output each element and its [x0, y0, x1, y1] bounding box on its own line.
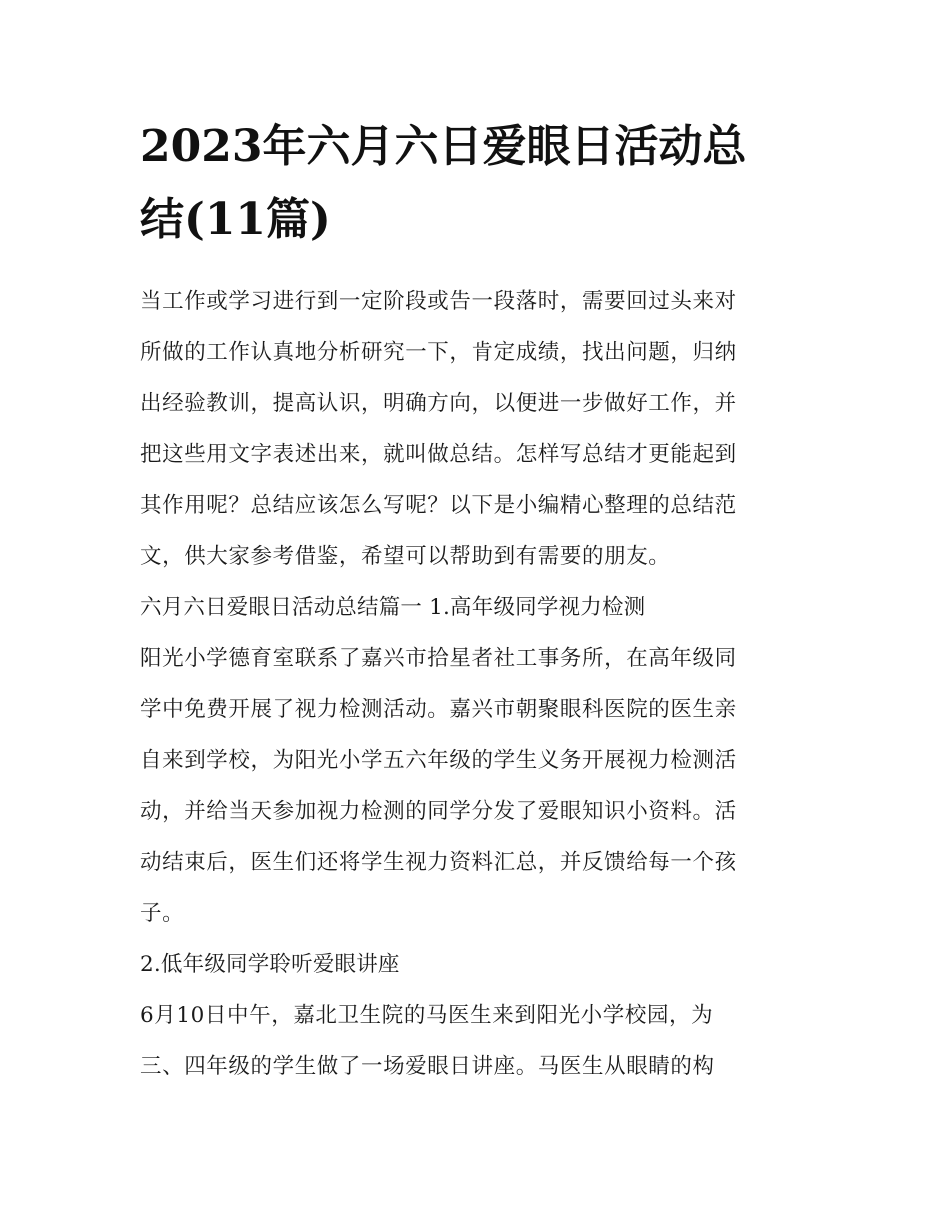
- title-line-1: 2023年六月六日爱眼日活动总: [140, 121, 747, 172]
- document-title: [140, 110, 820, 256]
- section1-line-3: 自来到学校，为阳光小学五六年级的学生义务开展视力检测活: [140, 748, 737, 773]
- section1-line-2: 学中免费开展了视力检测活动。嘉兴市朝聚眼科医院的医生亲: [140, 697, 737, 722]
- intro-line-2: 所做的工作认真地分析研究一下，肯定成绩，找出问题，归纳: [140, 340, 737, 365]
- intro-line-1: 当工作或学习进行到一定阶段或告一段落时，需要回过头来对: [140, 289, 737, 314]
- section1-heading: 六月六日爱眼日活动总结篇一 1.高年级同学视力检测: [140, 595, 646, 620]
- section1-line-6: 子。: [140, 901, 185, 926]
- intro-line-5: 其作用呢？总结应该怎么写呢？以下是小编精心整理的总结范: [140, 493, 737, 518]
- section1-paragraph: [140, 633, 820, 939]
- section1-line-4: 动，并给当天参加视力检测的同学分发了爱眼知识小资料。活: [140, 799, 737, 824]
- section1-line-5: 动结束后，医生们还将学生视力资料汇总，并反馈给每一个孩: [140, 850, 737, 875]
- document-body: [140, 276, 820, 1092]
- intro-line-6: 文，供大家参考借鉴，希望可以帮助到有需要的朋友。: [140, 544, 671, 569]
- intro-line-4: 把这些用文字表述出来，就叫做总结。怎样写总结才更能起到: [140, 442, 737, 467]
- intro-paragraph: [140, 276, 820, 582]
- intro-line-3: 出经验教训，提高认识，明确方向，以便进一步做好工作，并: [140, 391, 737, 416]
- section2-line-2: 三、四年级的学生做了一场爱眼日讲座。马医生从眼睛的构: [140, 1054, 715, 1079]
- section2-line-1: 6月10日中午，嘉北卫生院的马医生来到阳光小学校园，为: [140, 1003, 714, 1028]
- section2-paragraph: [140, 990, 820, 1092]
- section2-heading: 2.低年级同学聆听爱眼讲座: [140, 952, 400, 977]
- title-line-2: 结(11篇): [140, 194, 331, 245]
- section1-line-1: 阳光小学德育室联系了嘉兴市拾星者社工事务所，在高年级同: [140, 646, 737, 671]
